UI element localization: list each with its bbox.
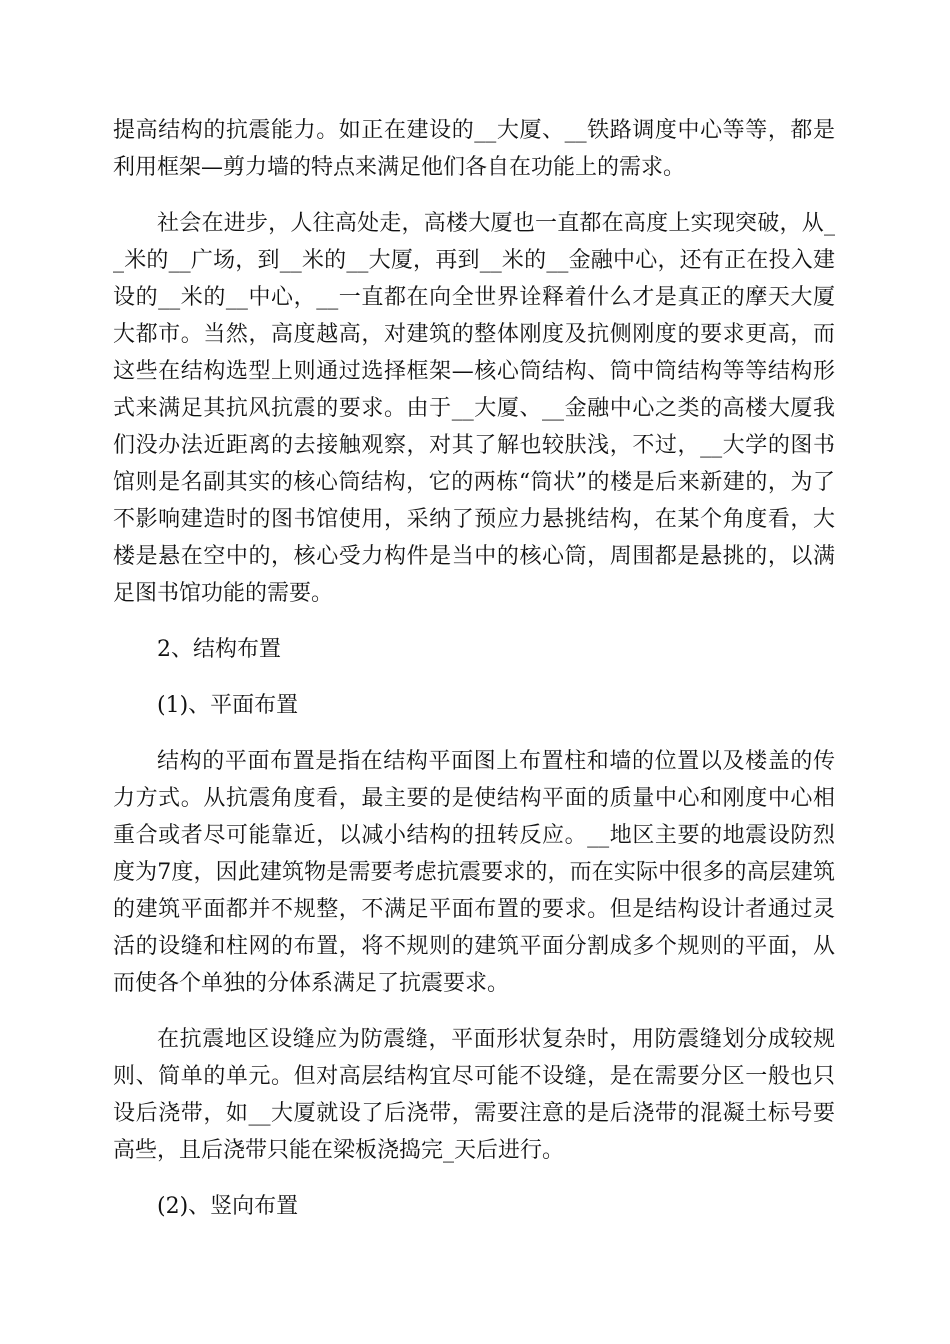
- paragraph-plan-layout: 结构的平面布置是指在结构平面图上布置柱和墙的位置以及楼盖的传力方式。从抗震角度看，最主要的是使结构平面的质量中心和刚度中心相重合或者尽可能靠近，以减小结构的扭转反应。__地区主要的地震设防烈度为7度，因此建筑物是需要考虑抗震要求的，而在实际中很多的高层建筑的建筑平面都并不规整，不满足平面布置的要求。但是结构设计者通过灵活的设缝和柱网的布置，将不规则的建筑平面分割成多个规则的平面，从而使各个单独的分体系满足了抗震要求。: [113, 749, 835, 996]
- subsection-heading-vertical-layout: (2)、竖向布置: [157, 1194, 299, 1219]
- subsection-heading-plan-layout: (1)、平面布置: [157, 693, 299, 718]
- paragraph-skyscraper-development: 社会在进步，人往高处走，高楼大厦也一直都在高度上实现突破，从__米的__广场，到__米的__大厦，再到__米的__金融中心，还有正在投入建设的__米的__中心，__一直都在向全世界诠释着什么才是真正的摩天大厦大都市。当然，高度越高，对建筑的整体刚度及抗侧刚度的要求更高，而这些在结构选型上则通过选择框架—核心筒结构、筒中筒结构等等结构形式来满足其抗风抗震的要求。由于__大厦、__金融中心之类的高楼大厦我们没办法近距离的去接触观察，对其了解也较肤浅，不过，__大学的图书馆则是名副其实的核心筒结构，它的两栋“筒状”的楼是后来新建的，为了不影响建造时的图书馆使用，采纳了预应力悬挑结构，在某个角度看，大楼是悬在空中的，核心受力构件是当中的核心筒，周围都是悬挑的，以满足图书馆功能的需要。: [113, 211, 835, 606]
- paragraph-seismic-joints: 在抗震地区设缝应为防震缝，平面形状复杂时，用防震缝划分成较规则、简单的单元。但对高层结构宜尽可能不设缝，是在需要分区一般也只设后浇带，如__大厦就设了后浇带，需要注意的是后浇带的混凝土标号要高些，且后浇带只能在梁板浇捣完_天后进行。: [113, 1027, 835, 1163]
- paragraph-continuation: 提高结构的抗震能力。如正在建设的__大厦、__铁路调度中心等等，都是利用框架—剪力墙的特点来满足他们各自在功能上的需求。: [113, 118, 835, 180]
- document-body: [113, 112, 835, 1244]
- section-heading-structure-layout: 2、结构布置: [157, 637, 281, 662]
